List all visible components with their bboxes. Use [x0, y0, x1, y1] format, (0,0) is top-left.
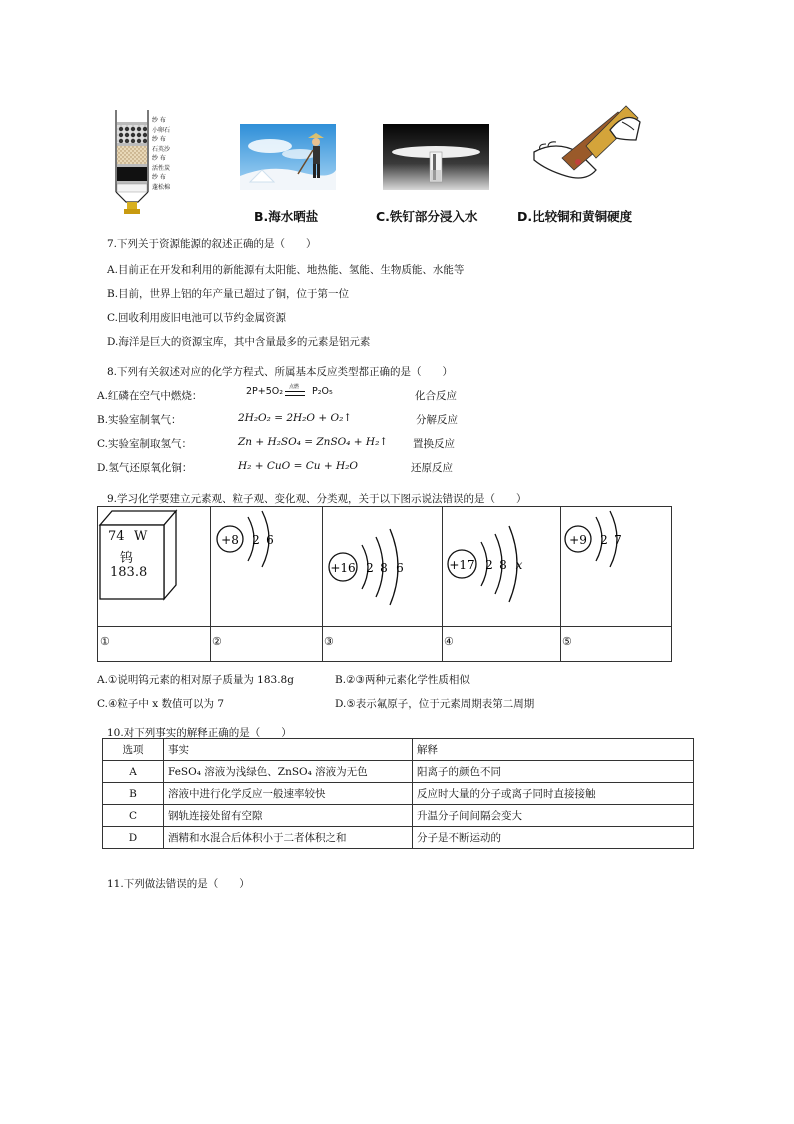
- filter-label: 纱 布: [152, 136, 166, 143]
- table-cell: 反应时大量的分子或离子同时直接接触: [413, 783, 694, 805]
- shell-electrons: 8: [499, 558, 507, 572]
- element-name: 钨: [120, 551, 134, 566]
- table-row: [103, 783, 694, 805]
- filter-label: 活性炭: [152, 164, 171, 172]
- q8-option-c-type: 置换反应: [413, 438, 455, 450]
- option-d-label: D.比较铜和黄铜硬度: [517, 209, 633, 224]
- q8-option-a-desc: A.红磷在空气中燃烧：: [97, 390, 203, 402]
- reaction-condition: 点燃: [289, 384, 300, 390]
- table-header-row: [103, 739, 694, 761]
- copper-brass-illustration: [526, 100, 642, 190]
- atom-structure-diagram: [322, 507, 442, 625]
- q9-option-b: B.②③两种元素化学性质相似: [335, 674, 470, 686]
- q9-stem: 9.学习化学要建立元素观、粒子观、变化观、分类观，关于以下图示说法错误的是（ ）: [107, 493, 527, 505]
- diagram-label: ③: [324, 635, 334, 648]
- table-row: [103, 827, 694, 849]
- table-cell: 阳离子的颜色不同: [413, 761, 694, 783]
- q8-option-a-type: 化合反应: [415, 390, 457, 402]
- table-header: 事实: [164, 739, 413, 761]
- equation-reactants: 2P+5O₂: [246, 386, 284, 397]
- equation-products: P₂O₅: [312, 386, 333, 397]
- atom-structure-diagram: [442, 507, 560, 625]
- table-cell: A: [103, 761, 164, 783]
- q8-stem: 8.下列有关叙述对应的化学方程式、所属基本反应类型都正确的是（ ）: [107, 366, 454, 378]
- shell-electrons: 2: [600, 533, 608, 547]
- table-cell: 分子是不断运动的: [413, 827, 694, 849]
- table-header: 选项: [103, 739, 164, 761]
- table-cell: FeSO₄ 溶液为浅绿色、ZnSO₄ 溶液为无色: [164, 761, 413, 783]
- filter-label: 纱 布: [152, 117, 166, 124]
- table-cell: D: [103, 827, 164, 849]
- sea-salt-illustration: [240, 124, 336, 190]
- option-b-label: B.海水晒盐: [254, 209, 319, 224]
- filter-label: 石英沙: [152, 145, 171, 153]
- atom-structure-diagram: [560, 507, 670, 625]
- filter-label: 纱 布: [152, 155, 166, 162]
- q7-option-b: B.目前，世界上铝的年产量已超过了铜，位于第一位: [107, 288, 350, 300]
- q9-option-d: D.⑤表示氟原子，位于元素周期表第二周期: [335, 698, 535, 710]
- element-atomic-number: 74: [108, 529, 125, 544]
- iron-nail-photo: [383, 124, 489, 190]
- nucleus-charge: +9: [569, 533, 587, 547]
- q9-option-a: A.①说明钨元素的相对原子质量为 183.8g: [97, 674, 294, 686]
- shell-electrons: 8: [380, 561, 388, 575]
- q8-option-b-desc: B.实验室制氧气：: [97, 414, 182, 426]
- q8-option-b-equation: 2H₂O₂ = 2H₂O + O₂↑: [238, 412, 353, 424]
- q10-stem: 10.对下列事实的解释正确的是（ ）: [107, 727, 292, 739]
- q8-option-c-desc: C.实验室制取氢气：: [97, 438, 192, 450]
- water-filter-figure: [100, 108, 210, 218]
- q8-option-d-type: 还原反应: [411, 462, 453, 474]
- filter-layer-labels: [152, 116, 170, 192]
- q8-option-b-type: 分解反应: [416, 414, 458, 426]
- q7-option-c: C.回收利用废旧电池可以节约金属资源: [107, 312, 286, 324]
- q8-option-c-equation: Zn + H₂SO₄ = ZnSO₄ + H₂↑: [238, 436, 389, 448]
- table-cell: C: [103, 805, 164, 827]
- element-mass: 183.8: [110, 565, 148, 580]
- shell-electrons: 2: [485, 558, 493, 572]
- table-cell: 钢轨连接处留有空隙: [164, 805, 413, 827]
- nucleus-charge: +16: [330, 561, 356, 575]
- q7-option-a: A.目前正在开发和利用的新能源有太阳能、地热能、氢能、生物质能、水能等: [107, 264, 465, 276]
- filter-label: 小卵石: [152, 126, 171, 134]
- atom-diagram-table: [97, 506, 672, 662]
- shell-electrons: x: [515, 558, 523, 572]
- table-header: 解释: [413, 739, 694, 761]
- filter-label: 蓬松棉: [152, 183, 171, 191]
- nucleus-charge: +8: [221, 533, 239, 547]
- sea-salt-photo: [240, 124, 336, 190]
- element-symbol: W: [134, 529, 148, 544]
- diagram-label: ⑤: [562, 635, 572, 648]
- filter-label: 纱 布: [152, 174, 166, 181]
- shell-electrons: 7: [614, 533, 622, 547]
- q8-option-a-equation: [246, 383, 386, 403]
- iron-nail-illustration: [383, 124, 489, 190]
- shell-electrons: 2: [366, 561, 374, 575]
- table-cell: B: [103, 783, 164, 805]
- table-cell: 酒精和水混合后体积小于二者体积之和: [164, 827, 413, 849]
- diagram-label: ①: [100, 635, 110, 648]
- q10-table: [102, 738, 694, 849]
- q8-option-d-desc: D.氢气还原氧化铜：: [97, 462, 193, 474]
- atom-structure-diagram: [210, 507, 322, 625]
- q7-stem: 7.下列关于资源能源的叙述正确的是（ ）: [107, 238, 317, 250]
- diagram-label: ④: [444, 635, 454, 648]
- table-cell: 溶液中进行化学反应一般速率较快: [164, 783, 413, 805]
- q7-option-d: D.海洋是巨大的资源宝库，其中含量最多的元素是铝元素: [107, 336, 371, 348]
- option-c-label: C.铁钉部分浸入水: [376, 209, 478, 224]
- shell-electrons: 6: [266, 533, 274, 547]
- diagram-label: ②: [212, 635, 222, 648]
- nucleus-charge: +17: [449, 558, 475, 572]
- q8-option-d-equation: H₂ + CuO = Cu + H₂O: [238, 460, 358, 472]
- shell-electrons: 6: [396, 561, 404, 575]
- table-row: [103, 805, 694, 827]
- q9-option-c: C.④粒子中 x 数值可以为 7: [97, 698, 225, 710]
- double-line-arrow: [285, 391, 305, 396]
- table-row: [103, 761, 694, 783]
- table-cell: 升温分子间间隔会变大: [413, 805, 694, 827]
- copper-brass-photo: [526, 100, 642, 190]
- q11-stem: 11.下列做法错误的是（ ）: [107, 878, 250, 890]
- shell-electrons: 2: [252, 533, 260, 547]
